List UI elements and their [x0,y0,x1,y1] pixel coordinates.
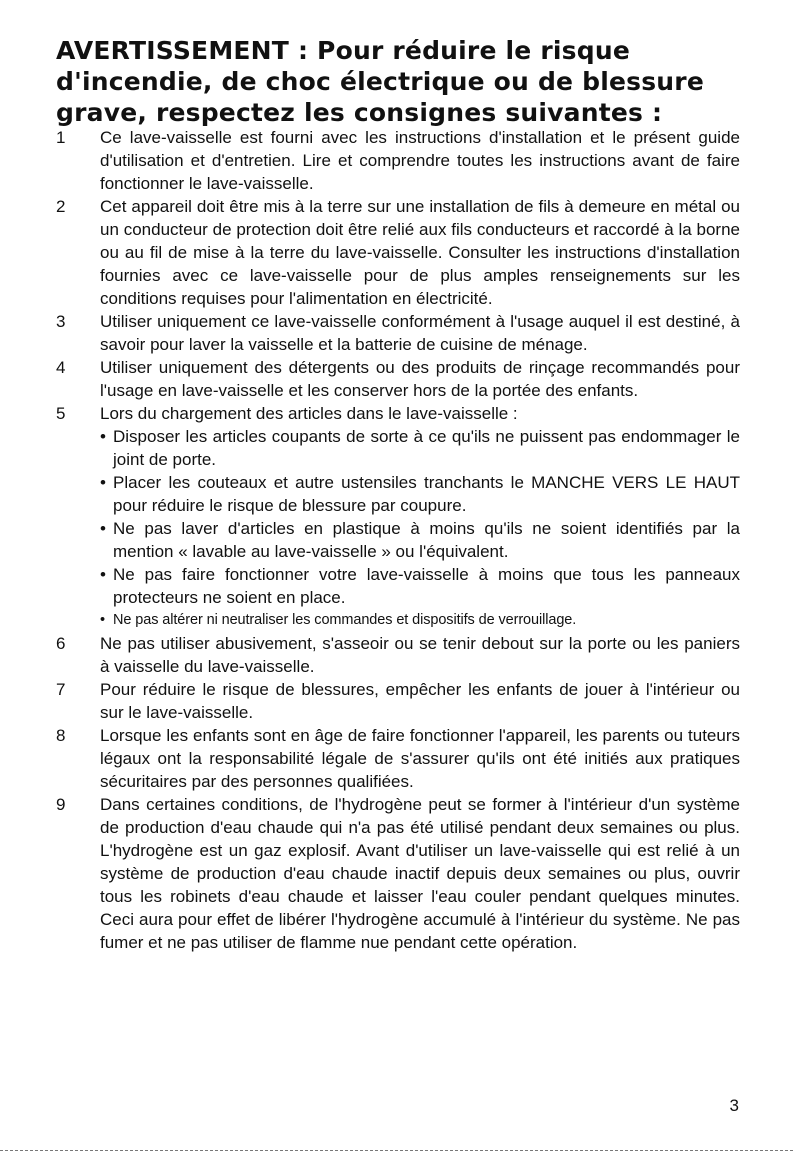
item-number: 9 [56,795,66,814]
item-text: Ne pas utiliser abusivement, s'asseoir ou se tenir debout sur la porte ou les paniers à vaisselle du lave-vaisselle. [100,634,740,676]
instruction-item-6 [56,632,740,678]
item-text: Dans certaines conditions, de l'hydrogène peut se former à l'intérieur d'un système de production d'eau chaude qui n'a pas été utilisé pendant deux semaines ou plus. L'hydrogène est un gaz explosif. Avant d'utiliser un lave-vaisselle qui est relié à un système de production d'eau chaude inactif depuis deux semaines ou plus, ouvrir tous les robinets d'eau chaude et laisser l'eau couler pendant quelques minutes. Ceci aura pour effet de libérer l'hydrogène accumulé à l'intérieur du système. Ne pas fumer et ne pas utiliser de flamme nue pendant cette opération. [100,795,740,952]
instruction-item-8 [56,724,740,793]
item-number: 1 [56,128,66,147]
item-text: Utiliser uniquement ce lave-vaisselle conformément à l'usage auquel il est destiné, à savoir pour laver la vaisselle et la batterie de cuisine de ménage. [100,312,740,354]
instruction-item-4 [56,356,740,402]
item-number: 5 [56,404,66,423]
sub-item: • Ne pas altérer ni neutraliser les commandes et dispositifs de verrouillage. [100,609,740,632]
sub-item: • Ne pas faire fonctionner votre lave-vaisselle à moins que tous les panneaux protecteurs ne soient en place. [100,563,740,609]
item-number: 4 [56,358,66,377]
sub-item: • Disposer les articles coupants de sorte à ce qu'ils ne puissent pas endommager le joint de porte. [100,425,740,471]
instruction-item-1 [56,126,740,195]
page-bottom-divider [0,1150,793,1151]
item-number: 3 [56,312,66,331]
item-number: 6 [56,634,66,653]
item-text: Cet appareil doit être mis à la terre sur une installation de fils à demeure en métal ou un conducteur de protection doit être relié aux fils conducteurs et raccordé à la borne ou au fil de mise à la terre du lave-vaisselle. Consulter les instructions d'installation fournies avec ce lave-vaisselle pour de plus amples renseignements sur les conditions requises pour l'alimentation en électricité. [100,197,740,308]
loading-sublist [100,425,740,632]
instruction-item-5 [56,402,740,632]
item-text: Pour réduire le risque de blessures, empêcher les enfants de jouer à l'intérieur ou sur le lave-vaisselle. [100,680,740,722]
instruction-item-7 [56,678,740,724]
sub-item: • Ne pas laver d'articles en plastique à moins qu'ils ne soient identifiés par la mention « lavable au lave-vaisselle » ou l'équivalent. [100,517,740,563]
item-number: 7 [56,680,66,699]
warning-heading: AVERTISSEMENT : Pour réduire le risque d'incendie, de choc électrique ou de blessure grave, respectez les consignes suivantes : [56,36,704,127]
safety-instructions-list [56,126,740,954]
item-text: Lors du chargement des articles dans le lave-vaisselle : [100,404,518,423]
page-number: 3 [729,1096,739,1115]
item-text: Ce lave-vaisselle est fourni avec les instructions d'installation et le présent guide d'utilisation et d'entretien. Lire et comprendre toutes les instructions avant de faire fonctionner le lave-vaisselle. [100,128,740,193]
instruction-item-3 [56,310,740,356]
item-number: 2 [56,197,66,216]
instruction-item-9 [56,793,740,954]
item-text: Lorsque les enfants sont en âge de faire fonctionner l'appareil, les parents ou tuteurs légaux ont la responsabilité légale de s'assurer qu'ils ont été initiés aux pratiques sécuritaires par des personnes qualifiées. [100,726,740,791]
item-number: 8 [56,726,66,745]
item-text: Utiliser uniquement des détergents ou des produits de rinçage recommandés pour l'usage en lave-vaisselle et les conserver hors de la portée des enfants. [100,358,740,400]
instruction-item-2 [56,195,740,310]
sub-item: • Placer les couteaux et autre ustensiles tranchants le MANCHE VERS LE HAUT pour réduire le risque de blessure par coupure. [100,471,740,517]
